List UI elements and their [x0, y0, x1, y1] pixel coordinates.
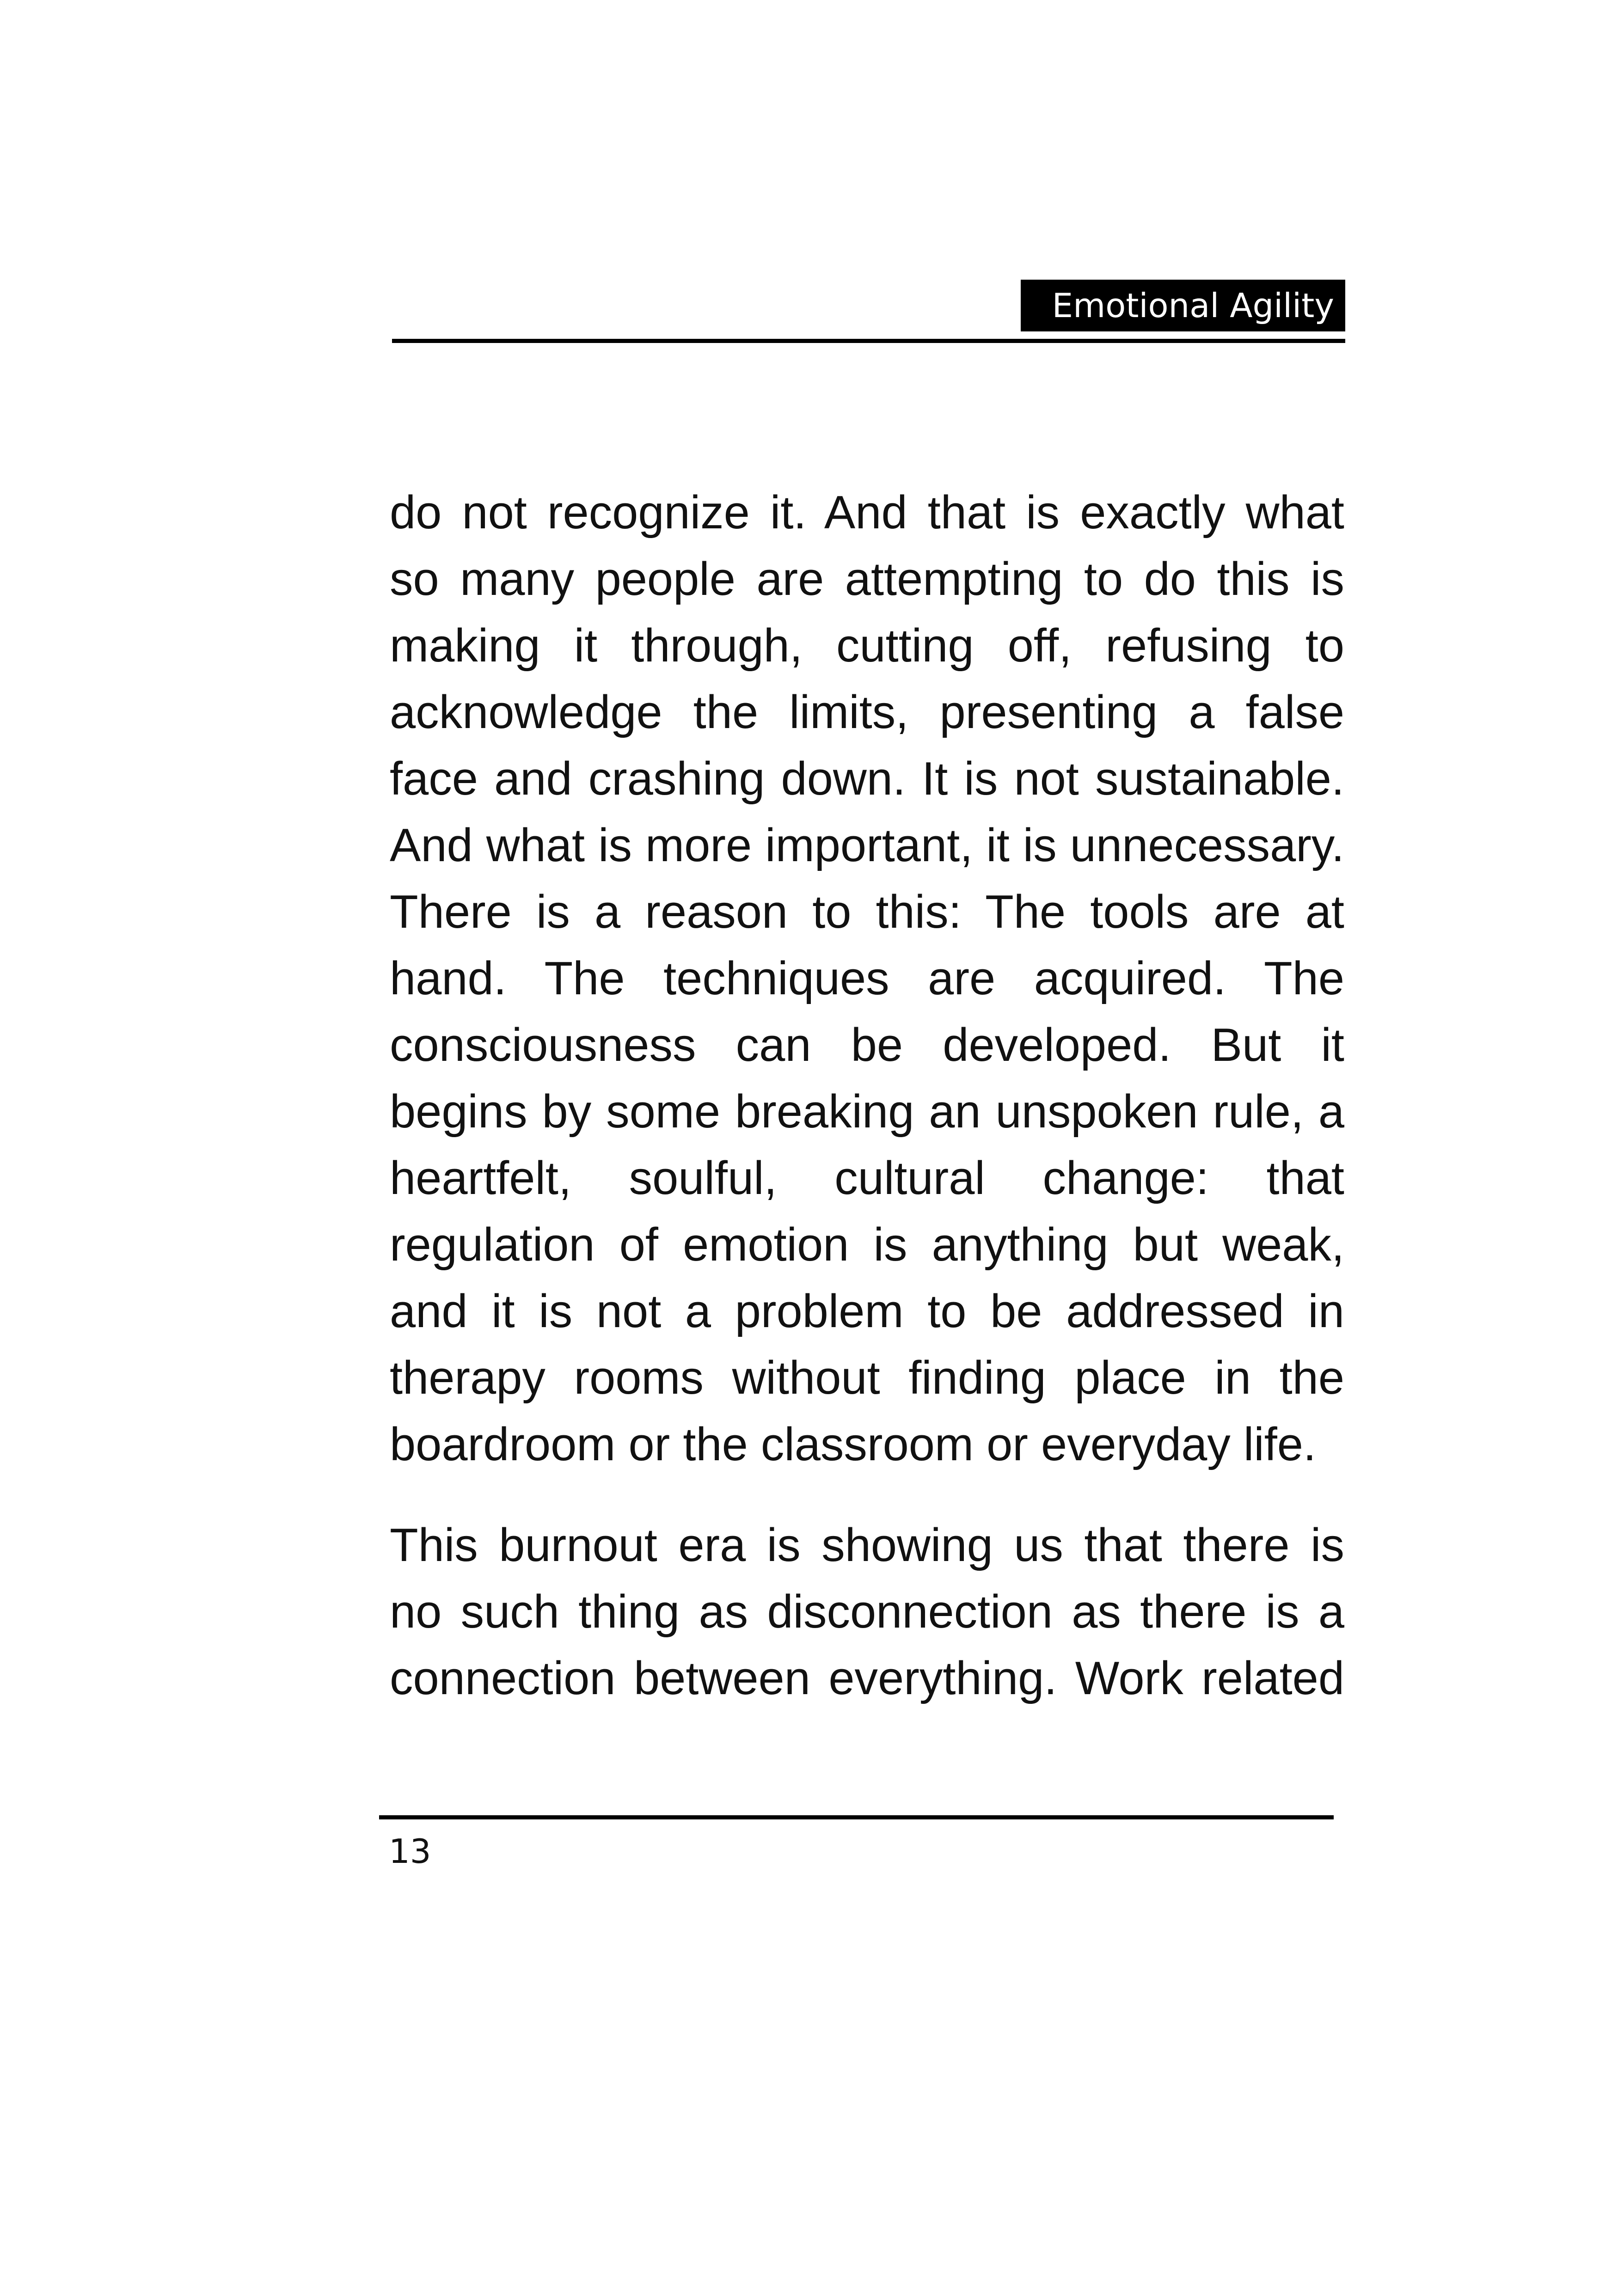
body-paragraph: do not recognize it. And that is exactly what so many people are attempting to do this is making it through, cutting off, refusing to acknowledge the limits, presenting a false face and crashing down. It is not sustainable. And what is more important, it is unnecessary. There is a reason to this: The tools are at hand. The techniques are acquired. The consciousness can be developed. But it begins by some breaking an unspoken rule, a heartfelt, soulful, cultural change: that regulation of emotion is anything but weak, and it is not a problem to be addressed in therapy rooms without finding place in the boardroom or the classroom or everyday life. [390, 487, 1344, 1470]
body-paragraph: This burnout era is showing us that there is no such thing as disconnection as there is a connection between everything. Work related [390, 1519, 1344, 1704]
header-divider [392, 339, 1345, 343]
running-header-title: Emotional Agility [1021, 280, 1345, 331]
page-number: 13 [389, 1832, 431, 1871]
footer-divider [379, 1815, 1334, 1819]
